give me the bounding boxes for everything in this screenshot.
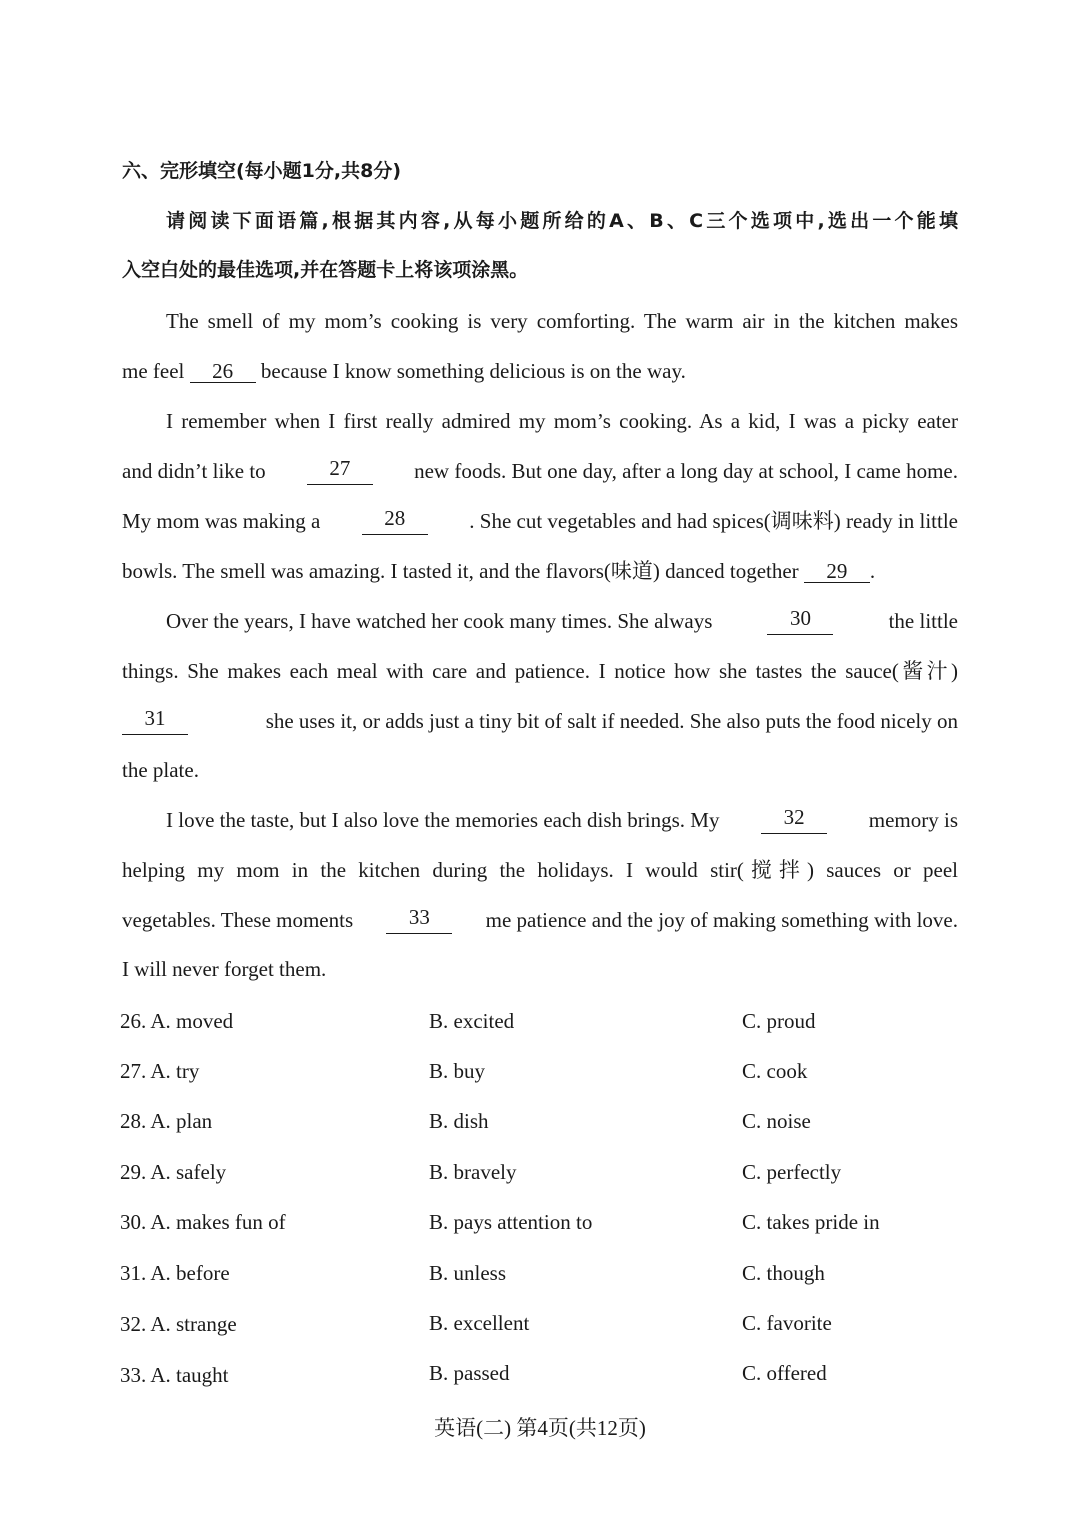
passage-text: Over the years, I have watched her cook many times. She always [166, 609, 713, 633]
passage-text: new foods. But one day, after a long day at school, I came home. [414, 459, 958, 483]
option-a: 28. A. plan [120, 1109, 213, 1133]
blank-32: 32 [761, 806, 827, 834]
option-c: C. proud [742, 1009, 816, 1033]
blank-30: 30 [767, 607, 833, 635]
option-b: B. pays attention to [429, 1210, 593, 1234]
blank-27: 27 [307, 457, 373, 485]
option-b: B. buy [429, 1059, 486, 1083]
option-c: C. though [742, 1261, 825, 1285]
passage-text: . [869, 559, 876, 583]
option-b: B. bravely [429, 1160, 517, 1184]
passage-line [122, 507, 958, 535]
passage-text: memory is [868, 808, 958, 832]
option-a: 27. A. try [120, 1059, 200, 1083]
option-a: 30. A. makes fun of [120, 1210, 286, 1234]
passage-line: things. She makes each meal with care and patience. I notice how she tastes the sauce(酱汁) [122, 659, 958, 683]
page-footer: 英语(二) 第4页(共12页) [434, 1416, 646, 1440]
passage-line [122, 707, 958, 735]
passage-line: The smell of my mom’s cooking is very comforting. The warm air in the kitchen makes [166, 309, 958, 333]
passage-line: helping my mom in the kitchen during the holidays. I would stir(搅拌) sauces or peel [122, 858, 958, 882]
passage-line [122, 557, 958, 585]
passage-text: bowls. The smell was amazing. I tasted it, and the flavors(味道) danced together [122, 559, 799, 583]
passage-text: and didn’t like to [122, 459, 266, 483]
option-c: C. noise [742, 1109, 811, 1133]
option-b: B. passed [429, 1361, 510, 1385]
option-a: 26. A. moved [120, 1009, 234, 1033]
blank-33: 33 [386, 906, 452, 934]
passage-line [122, 457, 958, 485]
blank-31: 31 [122, 707, 188, 735]
blank-29: 29 [804, 560, 870, 583]
passage-text: My mom was making a [122, 509, 321, 533]
option-b: B. excellent [429, 1311, 530, 1335]
passage-text: because I know something delicious is on the way. [260, 359, 686, 383]
blank-28: 28 [362, 507, 428, 535]
option-b: B. excited [429, 1009, 515, 1033]
option-c: C. takes pride in [742, 1210, 880, 1234]
option-c: C. offered [742, 1361, 827, 1385]
option-a: 29. A. safely [120, 1160, 227, 1184]
passage-text: she uses it, or adds just a tiny bit of salt if needed. She also puts the food nicely on [265, 709, 958, 733]
option-a: 31. A. before [120, 1261, 230, 1285]
passage-line [166, 806, 958, 834]
passage-line [166, 607, 958, 635]
passage-text: the little [888, 609, 958, 633]
passage-line [122, 357, 958, 385]
section-title: 六、完形填空(每小题1分,共8分) [122, 160, 402, 182]
instruction-line-1: 请阅读下面语篇,根据其内容,从每小题所给的A、B、C三个选项中,选出一个能填 [166, 210, 958, 232]
passage-text: I love the taste, but I also love the memories each dish brings. My [166, 808, 720, 832]
passage-text: . She cut vegetables and had spices(调味料) ready in little [469, 509, 958, 533]
passage-line: I remember when I first really admired my mom’s cooking. As a kid, I was a picky eater [166, 409, 958, 433]
passage-line [122, 906, 958, 934]
passage-text: me patience and the joy of making something with love. [485, 908, 958, 932]
passage-line: the plate. [122, 758, 199, 782]
option-b: B. dish [429, 1109, 489, 1133]
option-c: C. favorite [742, 1311, 832, 1335]
instruction-line-2: 入空白处的最佳选项,并在答题卡上将该项涂黑。 [122, 259, 529, 281]
option-c: C. perfectly [742, 1160, 842, 1184]
passage-text: vegetables. These moments [122, 908, 354, 932]
option-b: B. unless [429, 1261, 507, 1285]
blank-26: 26 [190, 360, 256, 383]
passage-text: me feel [122, 359, 185, 383]
option-c: C. cook [742, 1059, 808, 1083]
option-a: 33. A. taught [120, 1363, 229, 1387]
passage-line: I will never forget them. [122, 957, 327, 981]
option-a: 32. A. strange [120, 1312, 237, 1336]
